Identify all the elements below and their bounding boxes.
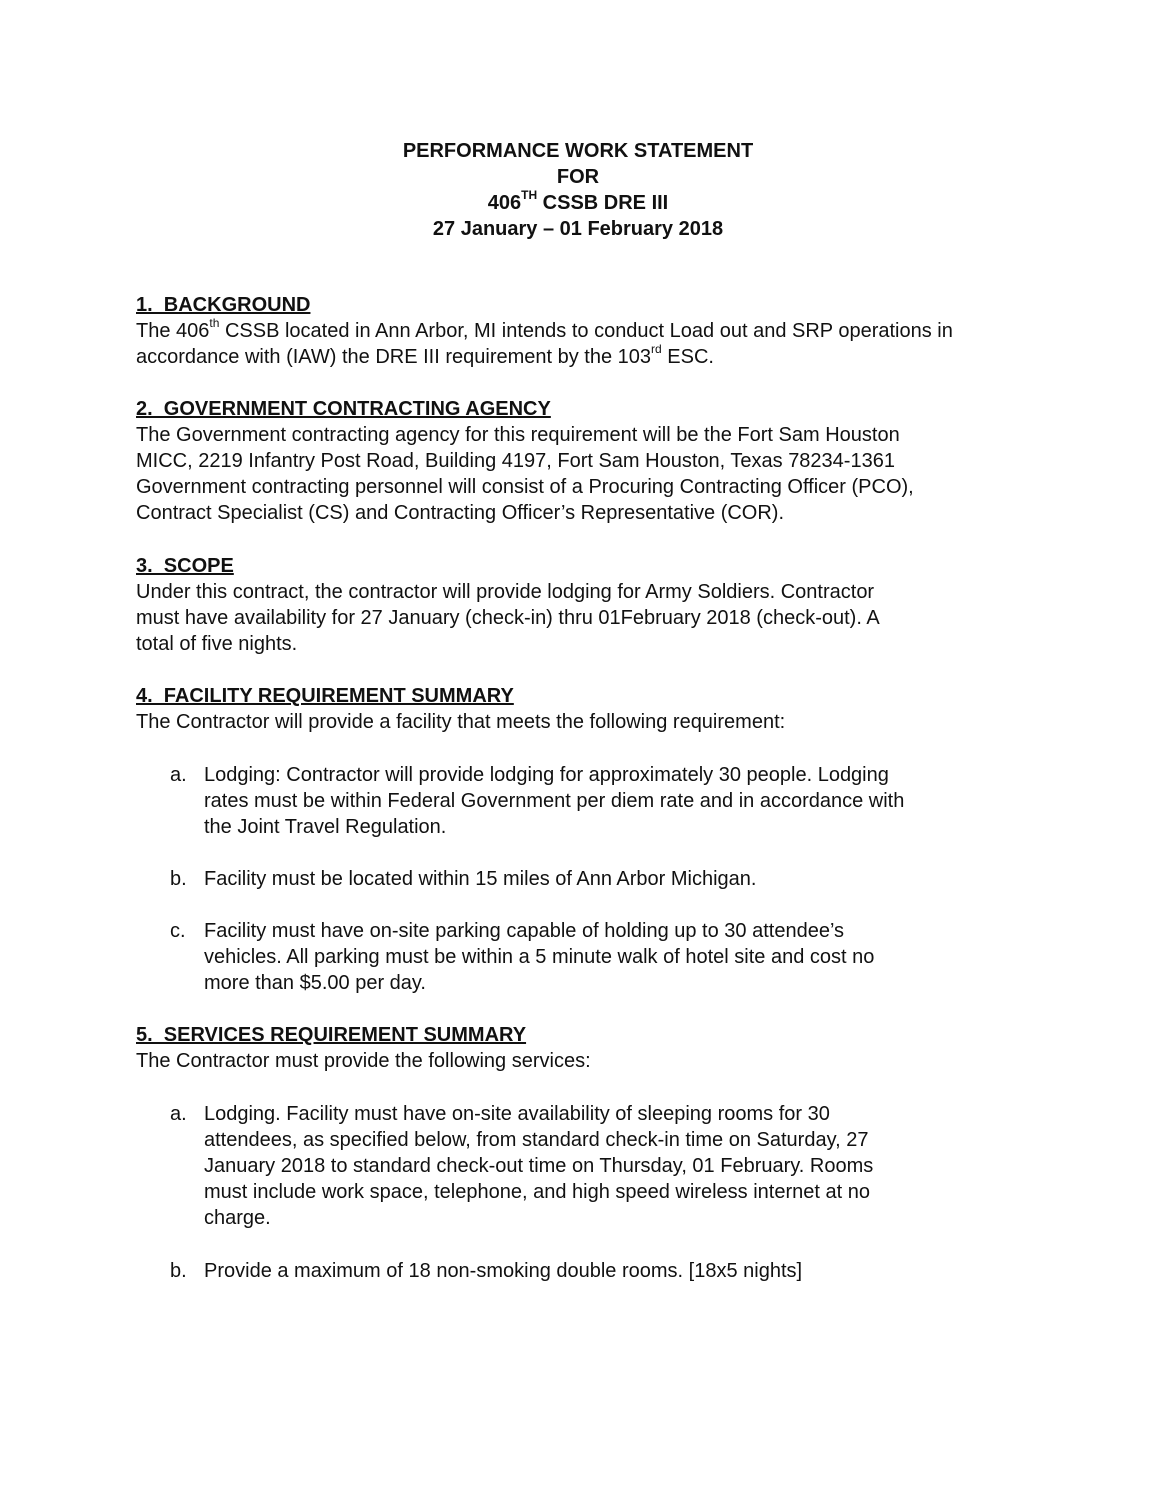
list-item-line: charge.	[204, 1207, 271, 1229]
agency-line-1: The Government contracting agency for this requirement will be the Fort Sam Houston	[136, 424, 900, 446]
section-agency	[136, 396, 1056, 526]
title-unit-number: 406	[487, 192, 522, 214]
list-item-line: Lodging: Contractor will provide lodging for approximately 30 people. Lodging	[204, 764, 889, 786]
facility-item-c	[170, 918, 1010, 996]
list-marker: b.	[170, 1260, 187, 1282]
section-background	[136, 292, 1036, 370]
section-heading-agency: 2. GOVERNMENT CONTRACTING AGENCY	[136, 398, 551, 420]
list-item-line: more than $5.00 per day.	[204, 972, 426, 994]
list-item-line: Facility must be located within 15 miles of Ann Arbor Michigan.	[204, 868, 757, 890]
title-line-1: PERFORMANCE WORK STATEMENT	[402, 140, 754, 162]
section-heading-scope: 3. SCOPE	[136, 555, 234, 577]
scope-line-3: total of five nights.	[136, 633, 298, 655]
section-scope	[136, 553, 1036, 657]
list-item-line: January 2018 to standard check-out time on Thursday, 01 February. Rooms	[204, 1155, 874, 1177]
list-marker: a.	[170, 1103, 187, 1125]
services-item-a	[170, 1101, 1010, 1231]
title-unit-suffix: TH	[521, 188, 538, 203]
title-unit-rest: CSSB DRE III	[537, 192, 669, 214]
list-item-line: vehicles. All parking must be within a 5 minute walk of hotel site and cost no	[204, 946, 875, 968]
section-facility	[136, 683, 1036, 735]
section-heading-background: 1. BACKGROUND	[136, 294, 311, 316]
agency-line-2: MICC, 2219 Infantry Post Road, Building 4197, Fort Sam Houston, Texas 78234-1361	[136, 450, 895, 472]
facility-intro: The Contractor will provide a facility that meets the following requirement:	[136, 711, 786, 733]
agency-line-4: Contract Specialist (CS) and Contracting Officer’s Representative (COR).	[136, 502, 785, 524]
list-marker: a.	[170, 764, 187, 786]
list-item-line: Lodging. Facility must have on-site availability of sleeping rooms for 30	[204, 1103, 830, 1125]
section-services	[136, 1022, 1036, 1074]
list-marker: c.	[170, 920, 186, 942]
list-item-line: Facility must have on-site parking capable of holding up to 30 attendee’s	[204, 920, 845, 942]
list-item-line: attendees, as specified below, from standard check-in time on Saturday, 27	[204, 1129, 869, 1151]
background-text-a: The 406	[136, 320, 210, 342]
section-heading-services: 5. SERVICES REQUIREMENT SUMMARY	[136, 1024, 527, 1046]
background-paragraph	[136, 318, 1036, 370]
services-item-b	[170, 1258, 1010, 1284]
background-text-c: ESC.	[661, 346, 714, 368]
scope-line-2: must have availability for 27 January (check-in) thru 01February 2018 (check-out). A	[136, 607, 880, 629]
title-line-2: FOR	[556, 166, 600, 188]
agency-line-3: Government contracting personnel will consist of a Procuring Contracting Officer (PCO),	[136, 476, 914, 498]
list-item-line: Provide a maximum of 18 non-smoking double rooms. [18x5 nights]	[204, 1260, 803, 1282]
list-item-line: must include work space, telephone, and high speed wireless internet at no	[204, 1181, 870, 1203]
list-item-line: the Joint Travel Regulation.	[204, 816, 447, 838]
facility-item-a	[170, 762, 1010, 840]
background-sup-th: th	[209, 316, 220, 331]
title-line-3	[0, 190, 1156, 216]
title-line-4: 27 January – 01 February 2018	[432, 218, 724, 240]
document-title	[0, 138, 1156, 242]
background-text-b: CSSB located in Ann Arbor, MI intends to conduct Load out and SRP operations in accordance with (IAW) the DRE III requirement by the 103	[136, 320, 953, 368]
scope-line-1: Under this contract, the contractor will provide lodging for Army Soldiers. Contractor	[136, 581, 875, 603]
background-sup-rd: rd	[651, 342, 662, 357]
facility-item-b	[170, 866, 1010, 892]
list-marker: b.	[170, 868, 187, 890]
list-item-line: rates must be within Federal Government per diem rate and in accordance with	[204, 790, 905, 812]
section-heading-facility: 4. FACILITY REQUIREMENT SUMMARY	[136, 685, 514, 707]
services-intro: The Contractor must provide the following services:	[136, 1050, 591, 1072]
